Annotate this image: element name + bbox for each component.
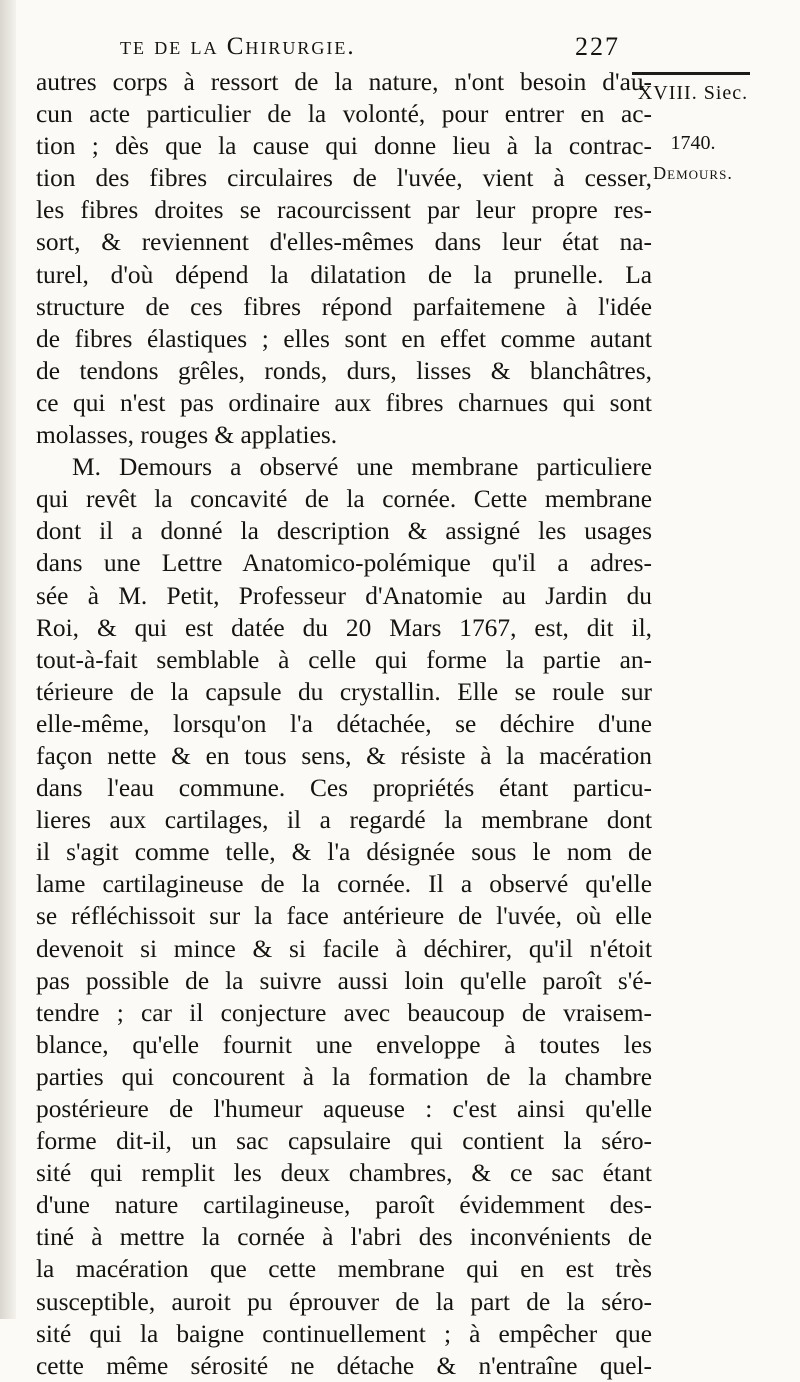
text-line: cette même sérosité ne détache & n'entraîne quel- [36, 1351, 652, 1380]
margin-author-name: Demours. [653, 163, 733, 183]
margin-century: XVIII. Siec. [637, 82, 749, 104]
text-line: tion ; dès que la cause qui donne lieu à la contrac- [36, 132, 652, 161]
text-line: sité qui la baigne continuellement ; à empêcher que [36, 1319, 652, 1348]
text-line: se réfléchissoit sur la face antérieure de l'uvée, où elle [36, 902, 652, 931]
running-title: te de la Chirurgie. [120, 33, 356, 60]
text-line: turel, d'où dépend la dilatation de la prunelle. La [36, 260, 652, 289]
body-text [36, 66, 652, 1382]
margin-year: 1740. [670, 132, 716, 154]
text-line: sort, & reviennent d'elles-mêmes dans leur état na- [36, 228, 652, 257]
text-line: de fibres élastiques ; elles sont en effet comme autant [36, 324, 652, 353]
text-line: térieure de la capsule du crystallin. Elle se roule sur [36, 677, 652, 706]
paragraph-start-line: M. Demours a observé une membrane particuliere [72, 453, 652, 482]
text-line: ce qui n'est pas ordinaire aux fibres charnues qui sont [36, 388, 652, 417]
text-line: tout-à-fait semblable à celle qui forme la partie an- [36, 645, 652, 674]
text-line: devenoit si mince & si facile à déchirer, qu'il n'étoit [36, 934, 652, 963]
text-line: il s'agit comme telle, & l'a désignée sous le nom de [36, 838, 652, 867]
text-line: dans une Lettre Anatomico-polémique qu'il a adres- [36, 549, 652, 578]
text-line: tendre ; car il conjecture avec beaucoup de vraisem- [36, 998, 652, 1027]
text-line: de tendons grêles, ronds, durs, lisses & blanchâtres, [36, 356, 652, 385]
text-line: susceptible, auroit pu éprouver de la part de la séro- [36, 1287, 652, 1316]
text-line: parties qui concourent à la formation de la chambre [36, 1062, 652, 1091]
text-line: les fibres droites se racourcissent par leur propre res- [36, 196, 652, 225]
text-line: structure de ces fibres répond parfaitemene à l'idée [36, 292, 652, 321]
text-line: tiné à mettre la cornée à l'abri des inconvénients de [36, 1223, 652, 1252]
text-line: dont il a donné la description & assigné les usages [36, 517, 652, 546]
text-line: sée à M. Petit, Professeur d'Anatomie au Jardin du [36, 581, 652, 610]
text-line: d'une nature cartilagineuse, paroît évidemment des- [36, 1191, 652, 1220]
text-line: sité qui remplit les deux chambres, & ce sac étant [36, 1159, 652, 1188]
text-line: dans l'eau commune. Ces propriétés étant particu- [36, 774, 652, 803]
text-line: blance, qu'elle fournit une enveloppe à toutes les [36, 1030, 652, 1059]
text-line: qui revêt la concavité de la cornée. Cette membrane [36, 485, 652, 514]
text-line: Roi, & qui est datée du 20 Mars 1767, est, dit il, [36, 613, 652, 642]
paragraph-end-line: molasses, rouges & applaties. [36, 421, 338, 450]
text-line: forme dit-il, un sac capsulaire qui contient la séro- [36, 1127, 652, 1156]
text-line: postérieure de l'humeur aqueuse : c'est ainsi qu'elle [36, 1095, 652, 1123]
page-gutter-shadow [0, 0, 16, 1319]
text-line: autres corps à ressort de la nature, n'ont besoin d'au- [36, 68, 652, 96]
text-line: cun acte particulier de la volonté, pour entrer en ac- [36, 100, 652, 129]
page-number: 227 [575, 32, 620, 61]
text-line: la macération que cette membrane qui en est très [36, 1255, 652, 1284]
text-line: façon nette & en tous sens, & résiste à la macération [36, 741, 652, 770]
running-head [120, 30, 620, 64]
text-line: elle-même, lorsqu'on l'a détachée, se déchire d'une [36, 709, 652, 738]
text-line: lieres aux cartilages, il a regardé la membrane dont [36, 806, 652, 835]
text-line: lame cartilagineuse de la cornée. Il a observé qu'elle [36, 870, 652, 899]
text-line: pas possible de la suivre aussi loin qu'elle paroît s'é- [36, 966, 652, 995]
text-line: tion des fibres circulaires de l'uvée, vient à cesser, [36, 164, 652, 193]
